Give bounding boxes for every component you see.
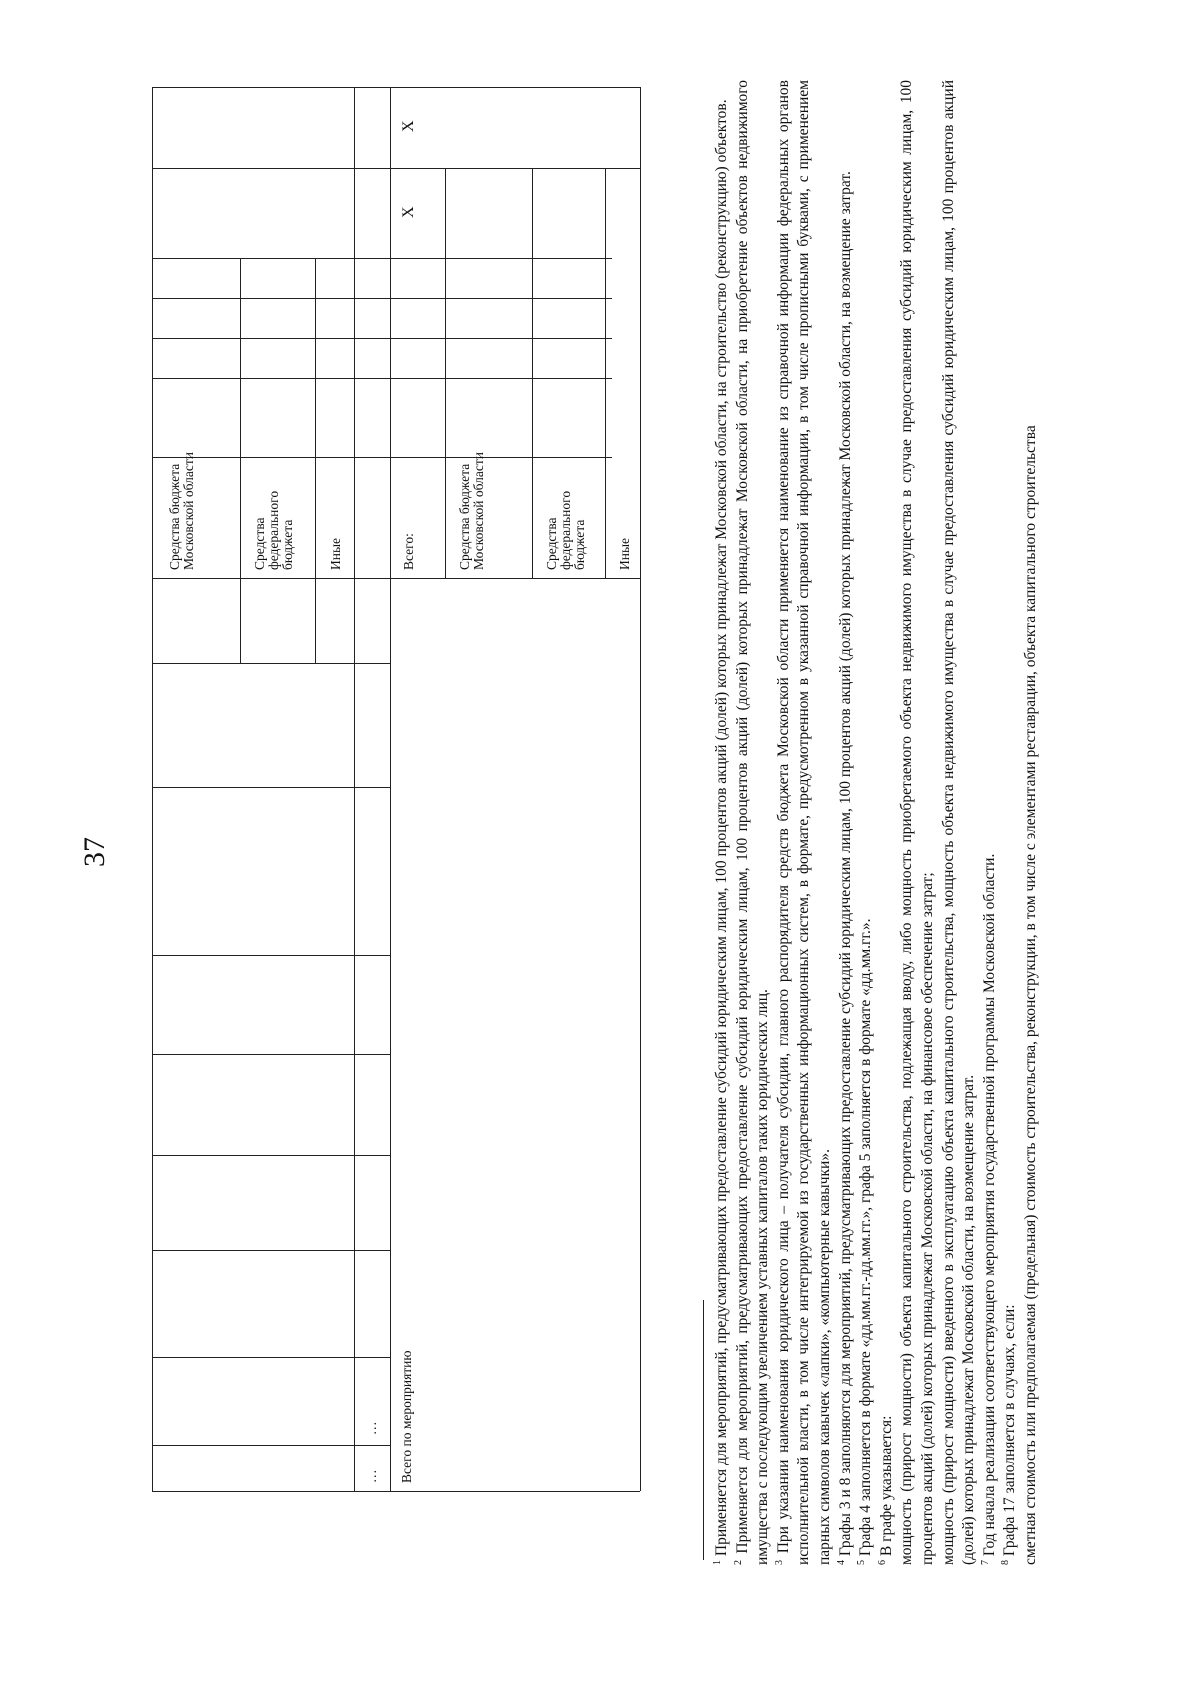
footnote-8-item-1: сметная стоимость или предполагаемая (предельная) стоимость строительства, реконструкции, в том числе с элементами реставрации, объекта капитального строительства: [1021, 425, 1039, 1565]
row-divider: [240, 258, 241, 663]
table-border-top: [152, 87, 640, 88]
total-label: Всего:: [401, 533, 416, 570]
column-divider: [152, 955, 390, 956]
footnote-7: $^7$ Год начала реализации соответствующего мероприятия государственной программы Московской области.: [979, 853, 998, 1565]
column-divider: [152, 457, 612, 458]
column-divider: [152, 1357, 390, 1358]
total-source-moscow-budget: Средства бюджета Московской области: [457, 451, 486, 570]
column-divider: [152, 1155, 390, 1156]
column-divider: [152, 338, 612, 339]
source-label-moscow-budget: Средства бюджета Московской области: [167, 451, 196, 570]
x-mark: X: [400, 120, 417, 132]
column-divider: [152, 663, 390, 664]
column-divider: [152, 168, 640, 169]
source-label-federal-budget: Средства федерального бюджета: [252, 490, 295, 570]
column-divider: [152, 1445, 390, 1446]
column-divider: [152, 378, 612, 379]
footnote-1: $^1$ Применяется для мероприятий, предусматривающих предоставление субсидий юридическим лицам, 100 процентов акций (долей) которых принадлежат Московской области, на строительство (реконструкцию) объектов.: [711, 99, 730, 1565]
footnote-6: $^6$ В графе указывается:: [876, 1415, 895, 1565]
total-row-label: Всего по мероприятию: [399, 1350, 414, 1483]
table-border-bottom: [152, 1491, 640, 1492]
column-divider: [152, 1054, 390, 1055]
total-source-other: Иные: [617, 537, 632, 570]
column-divider: [152, 298, 612, 299]
footnote-5: $^5$ Графа 4 заполняется в формате «дд.мм.гг.-дд.мм.гг.», графа 5 заполняется в формате «дд.мм.гг.».: [856, 918, 875, 1565]
page-number: 37: [78, 837, 111, 867]
ellipsis-cell: …: [364, 1469, 379, 1483]
footnote-6-item-2: мощность (прирост мощности) введенного в эксплуатацию объекта капитального строительства, мощность объекта недвижимого имущества в случае предоставления субсидий юридическим лицам, 100 процентов акций (долей) которых принадлежат Московской области, на возмещение затрат.: [939, 80, 978, 1565]
row-divider: [315, 258, 316, 663]
table-border-right: [640, 87, 641, 1491]
row-divider: [605, 168, 606, 578]
source-label-other: Иные: [328, 537, 343, 570]
ellipsis-cell: …: [364, 1421, 379, 1435]
x-mark: X: [400, 206, 417, 218]
footnote-3: $^3$ При указании наименования юридического лица – получателя субсидии, главного распорядителя средств бюджета Московской области применяется наименование из справочной информации федеральных органов исполнительной власти, в том числе интегрируемой из государственных информационных систем, в формате, предусмотренном в указанной справочной информации, в том числе прописными буквами, с применением парных символов кавычек «лапки», «компьютерные кавычки».: [773, 80, 833, 1565]
column-divider: [152, 258, 612, 259]
row-divider: [532, 168, 533, 578]
footnotes: [712, 80, 1182, 1565]
footnote-8: $^8$ Графа 17 заполняется в случаях, если:: [1000, 1304, 1019, 1565]
row-divider: [445, 168, 446, 578]
footnote-4: $^4$ Графы 3 и 8 заполняются для мероприятий, предусматривающих предоставление субсидий юридическим лицам, 100 процентов акций (долей) которых принадлежат Московской области, на возмещение затрат.: [835, 171, 854, 1565]
column-divider: [152, 787, 390, 788]
column-divider: [152, 578, 640, 579]
footnote-2: $^2$ Применяется для мероприятий, предусматривающих предоставление субсидий юридическим лицам, 100 процентов акций (долей) которых принадлежат Московской области, на приобретение объектов недвижимого имущества с последующим увеличением уставных капиталов таких юридических лиц.: [732, 79, 772, 1565]
footnote-6-item-1: мощность (прирост мощности) объекта капитального строительства, подлежащая вводу, либо мощность приобретаемого объекта недвижимого имущества в случае предоставления субсидий юридическим лицам, 100 процентов акций (долей) которых принадлежат Московской области, на финансовое обеспечение затрат;: [898, 80, 936, 1565]
total-source-federal-budget: Средства федерального бюджета: [544, 490, 587, 570]
column-divider: [152, 1250, 390, 1251]
footnote-separator: [703, 1300, 704, 1560]
